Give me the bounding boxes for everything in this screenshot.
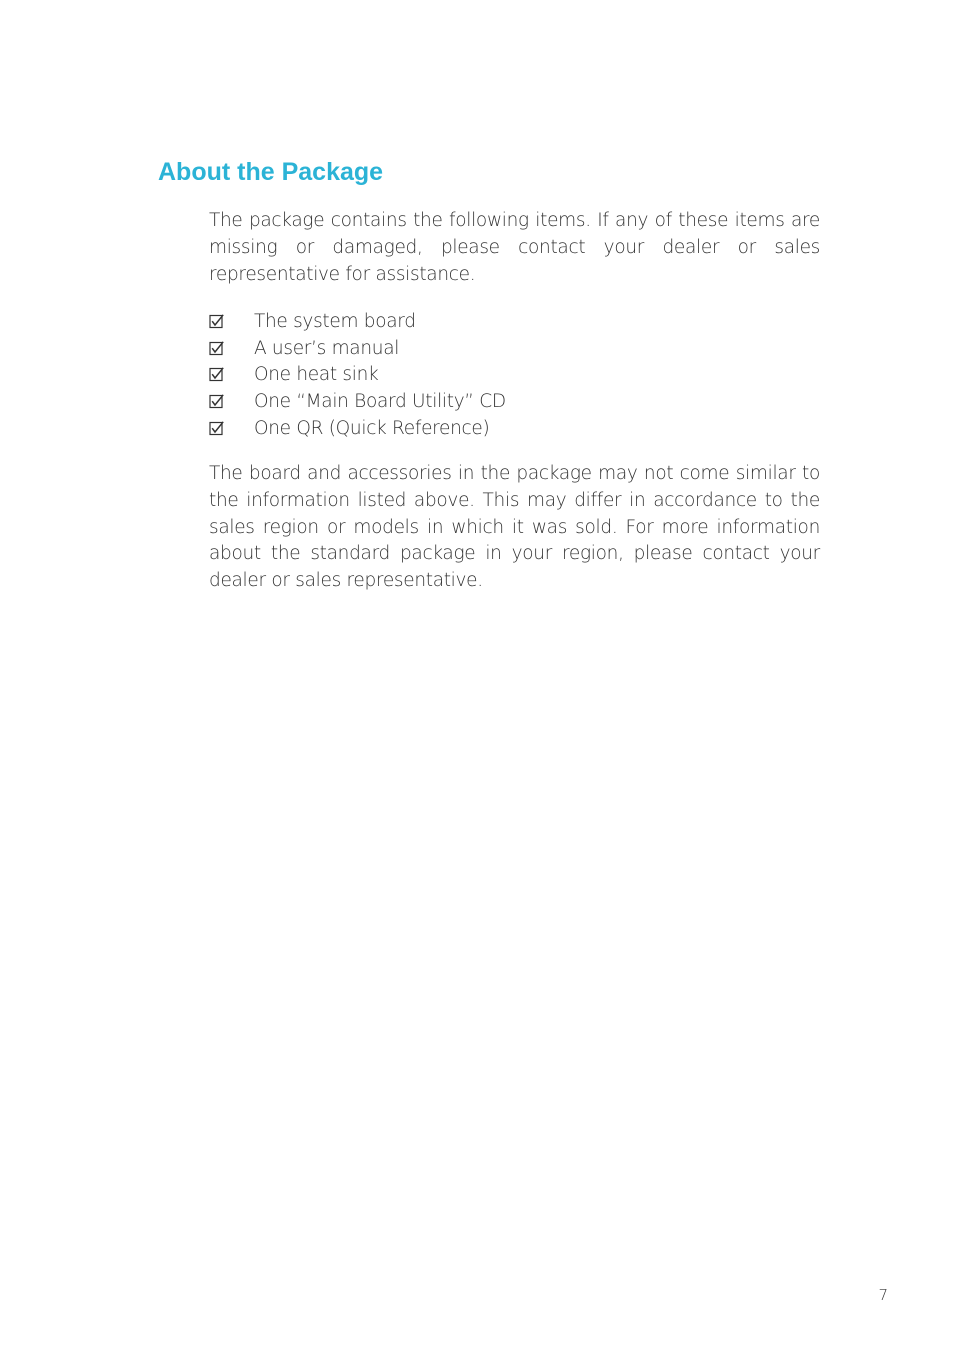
list-item-label: The system board (254, 310, 416, 332)
list-item (209, 415, 506, 442)
list-item (209, 308, 506, 335)
page-number: 7 (878, 1286, 888, 1304)
section-title: About the Package (158, 158, 384, 186)
note-paragraph: The board and accessories in the package may not come similar to the information listed above. This may differ in accordance to the sales region or models in which it was sold. For more information about the standard package in your region, please contact your dealer or sales representative. (209, 463, 820, 592)
intro-paragraph: The package contains the following items. If any of these items are missing or damaged, please contact your dealer or sales representative for assistance. (209, 210, 820, 285)
list-item (209, 388, 506, 415)
checked-box-icon (209, 394, 224, 409)
list-item-label: One heat sink (254, 364, 379, 386)
list-item-label: One QR (Quick Reference) (254, 418, 490, 440)
list-item-label: A user’s manual (254, 337, 400, 359)
package-contents-list (209, 308, 506, 442)
checked-box-icon (209, 421, 224, 436)
list-item (209, 335, 506, 362)
list-item (209, 362, 506, 389)
list-item-label: One “Main Board Utility” CD (254, 391, 506, 413)
checked-box-icon (209, 314, 224, 329)
checked-box-icon (209, 367, 224, 382)
checked-box-icon (209, 341, 224, 356)
